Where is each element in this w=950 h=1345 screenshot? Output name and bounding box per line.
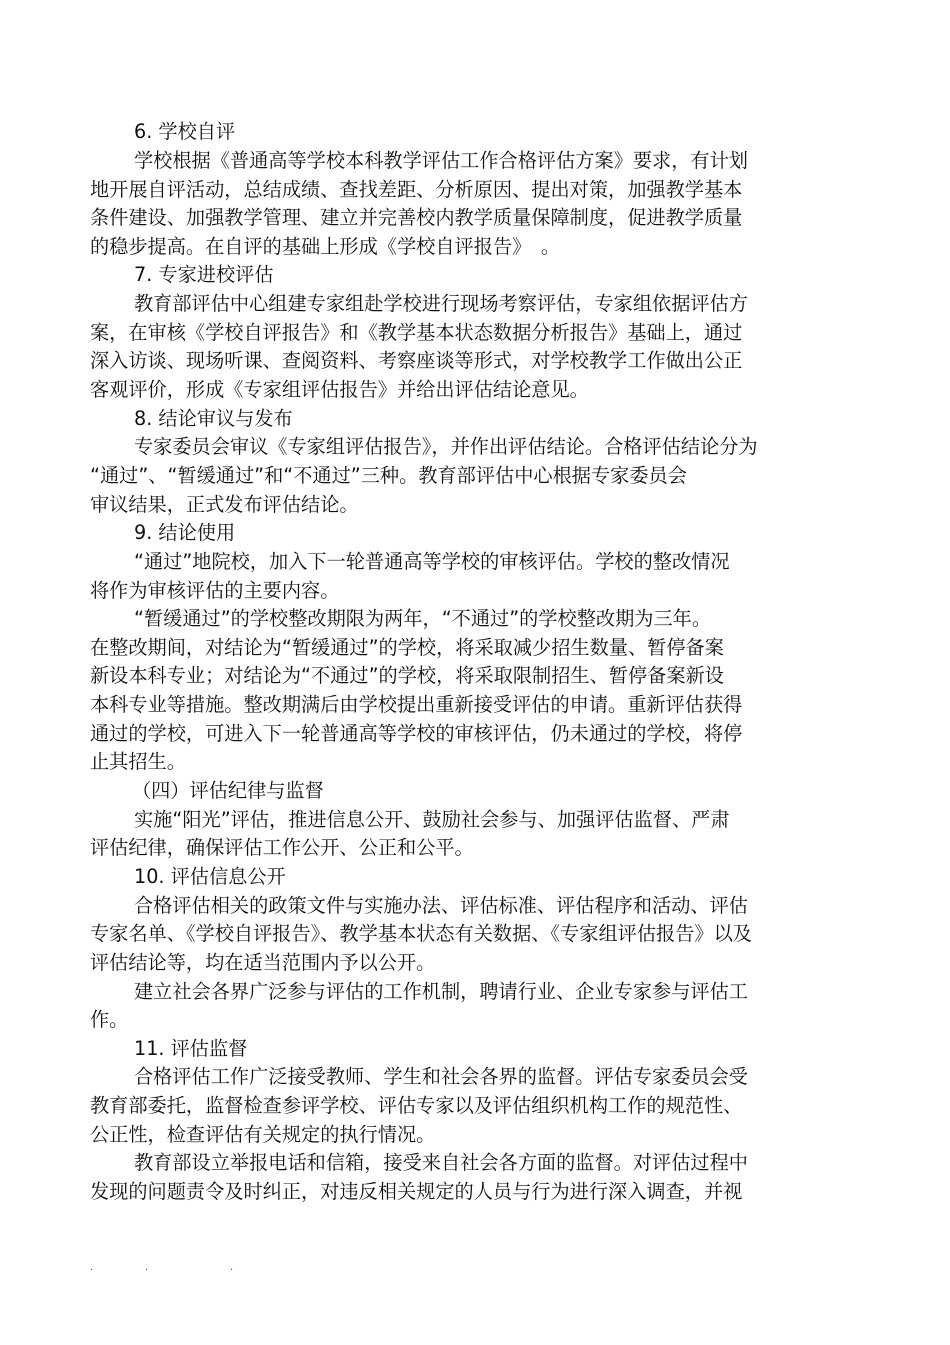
paragraph-line: 教育部设立举报电话和信箱，接受来自社会各方面的监督。对评估过程中 bbox=[134, 1151, 748, 1174]
section-heading: 9. 结论使用 bbox=[134, 521, 236, 544]
section-heading: 11. 评估监督 bbox=[134, 1037, 248, 1060]
paragraph-line: 客观评价，形成《专家组评估报告》并给出评估结论意见。 bbox=[90, 378, 589, 401]
footer-dot: . bbox=[145, 1262, 149, 1273]
paragraph-line: 教育部评估中心组建专家组赴学校进行现场考察评估，专家组依据评估方 bbox=[134, 292, 748, 315]
paragraph-line: 评估纪律，确保评估工作公开、公正和公平。 bbox=[90, 836, 474, 859]
paragraph-line: “暂缓通过”的学校整改期限为两年，“不通过”的学校整改期为三年。 bbox=[134, 607, 712, 630]
footer-dot: . bbox=[90, 1262, 94, 1273]
paragraph-line: 条件建设、加强教学管理、建立并完善校内教学质量保障制度，促进教学质量 bbox=[90, 206, 743, 229]
paragraph-line: 公正性，检查评估有关规定的执行情况。 bbox=[90, 1123, 436, 1146]
section-heading: 10. 评估信息公开 bbox=[134, 865, 286, 888]
paragraph-line: 合格评估相关的政策文件与实施办法、评估标准、评估程序和活动、评估 bbox=[134, 894, 748, 917]
paragraph-line: 作。 bbox=[90, 1008, 129, 1031]
paragraph-line: “通过”地院校，加入下一轮普通高等学校的审核评估。学校的整改情况 bbox=[134, 550, 730, 573]
paragraph-line: 教育部委托，监督检查参评学校、评估专家以及评估组织机构工作的规范性、 bbox=[90, 1094, 743, 1117]
section-heading: 6. 学校自评 bbox=[134, 120, 236, 143]
paragraph-line: 专家委员会审议《专家组评估报告》，并作出评估结论。合格评估结论分为 bbox=[134, 435, 758, 458]
paragraph-line: 本科专业等措施。整改期满后由学校提出重新接受评估的申请。重新评估获得 bbox=[90, 693, 743, 716]
footer-dot: . bbox=[230, 1262, 234, 1273]
paragraph-line: 实施“阳光”评估，推进信息公开、鼓励社会参与、加强评估监督、严肃 bbox=[134, 808, 730, 831]
paragraph-line: 专家名单、《学校自评报告》、教学基本状态有关数据、《专家组评估报告》以及 bbox=[90, 922, 752, 945]
paragraph-line: 审议结果，正式发布评估结论。 bbox=[90, 493, 359, 516]
paragraph-line: 深入访谈、现场听课、查阅资料、考察座谈等形式，对学校教学工作做出公正 bbox=[90, 349, 743, 372]
paragraph-line: 通过的学校，可进入下一轮普通高等学校的审核评估，仍未通过的学校，将停 bbox=[90, 722, 743, 745]
paragraph-line: 评估结论等，均在适当范围内予以公开。 bbox=[90, 951, 436, 974]
paragraph-line: 合格评估工作广泛接受教师、学生和社会各界的监督。评估专家委员会受 bbox=[134, 1065, 748, 1088]
paragraph-line: 止其招生。 bbox=[90, 750, 186, 773]
paragraph-line: 将作为审核评估的主要内容。 bbox=[90, 579, 340, 602]
paragraph-line: 学校根据《普通高等学校本科教学评估工作合格评估方案》要求，有计划 bbox=[134, 149, 748, 172]
paragraph-line: 地开展自评活动，总结成绩、查找差距、分析原因、提出对策，加强教学基本 bbox=[90, 178, 743, 201]
section-heading: 8. 结论审议与发布 bbox=[134, 407, 293, 430]
section-heading: （四）评估纪律与监督 bbox=[132, 779, 324, 802]
paragraph-line: “通过”、“暂缓通过”和“不通过”三种。教育部评估中心根据专家委员会 bbox=[90, 464, 687, 487]
paragraph-line: 案，在审核《学校自评报告》和《教学基本状态数据分析报告》基础上，通过 bbox=[90, 321, 743, 344]
paragraph-line: 的稳步提高。在自评的基础上形成《学校自评报告》 。 bbox=[90, 235, 561, 258]
paragraph-line: 建立社会各界广泛参与评估的工作机制，聘请行业、企业专家参与评估工 bbox=[134, 980, 748, 1003]
paragraph-line: 新设本科专业；对结论为“不通过”的学校，将采取限制招生、暂停备案新设 bbox=[90, 664, 724, 687]
paragraph-line: 发现的问题责令及时纠正，对违反相关规定的人员与行为进行深入调查，并视 bbox=[90, 1180, 743, 1203]
section-heading: 7. 专家进校评估 bbox=[134, 263, 274, 286]
paragraph-line: 在整改期间，对结论为“暂缓通过”的学校，将采取减少招生数量、暂停备案 bbox=[90, 636, 724, 659]
